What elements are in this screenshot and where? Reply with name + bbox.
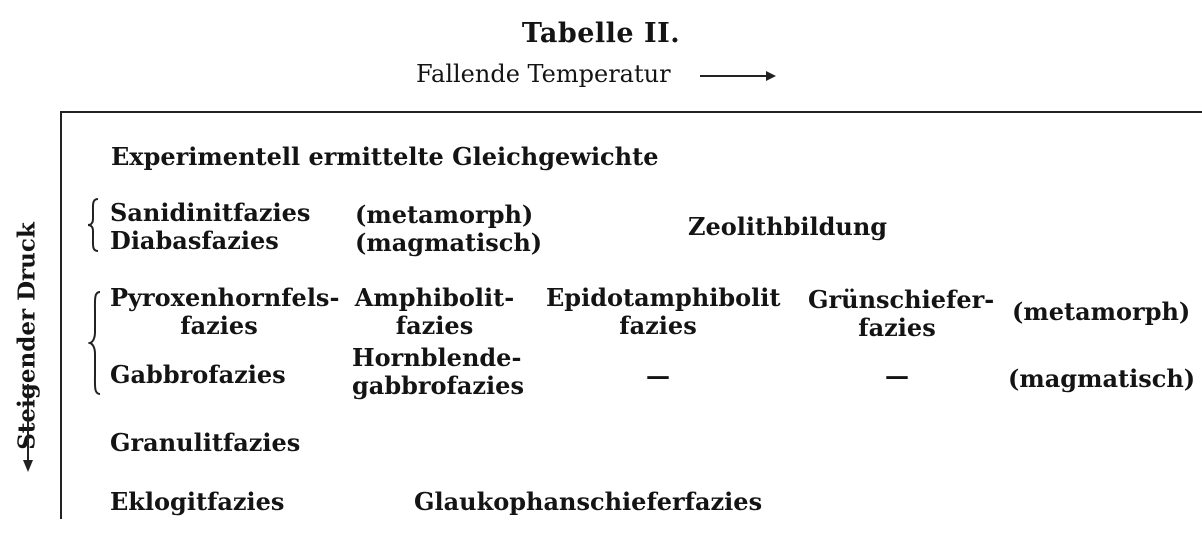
curly-brace-icon xyxy=(88,290,102,396)
metamorph-label: (metamorph) xyxy=(355,200,534,229)
zeolith-label: Zeolithbildung xyxy=(688,212,888,241)
gabbro-facies: Gabbrofazies xyxy=(110,360,286,389)
magmatisch-label: (magmatisch) xyxy=(355,228,543,257)
epidotamphibolit-facies: Epidotamphibolit fazies xyxy=(546,283,781,340)
eklogit-facies: Eklogitfazies xyxy=(110,487,285,516)
magmatisch-label: (magmatisch) xyxy=(1008,364,1196,393)
temperature-axis-label: Fallende Temperatur xyxy=(416,60,671,88)
empty-cell-dash: — xyxy=(885,361,909,390)
empty-cell-dash: — xyxy=(646,361,670,390)
glaukophanschiefer-facies: Glaukophanschieferfazies xyxy=(414,487,763,516)
granulit-facies: Granulitfazies xyxy=(110,428,301,457)
amphibolit-facies: Amphibolit- fazies xyxy=(354,283,515,340)
curly-brace-icon xyxy=(86,197,100,253)
experimental-equilibria-label: Experimentell ermittelte Gleichgewichte xyxy=(111,142,659,171)
table-title: Tabelle II. xyxy=(521,18,681,49)
pressure-axis-label: Steigender Druck xyxy=(13,222,41,450)
diabas-facies: Diabasfazies xyxy=(110,226,279,255)
pyroxenhornfels-facies: Pyroxenhornfels- fazies xyxy=(110,283,340,340)
arrow-down-icon xyxy=(21,384,35,472)
hornblendegabbro-facies: Hornblende- gabbrofazies xyxy=(352,343,524,400)
sanidinit-facies: Sanidinitfazies xyxy=(110,198,311,227)
gruenschiefer-facies: Grünschiefer- fazies xyxy=(808,285,995,342)
arrow-right-icon xyxy=(700,70,776,82)
metamorph-label: (metamorph) xyxy=(1012,297,1191,326)
